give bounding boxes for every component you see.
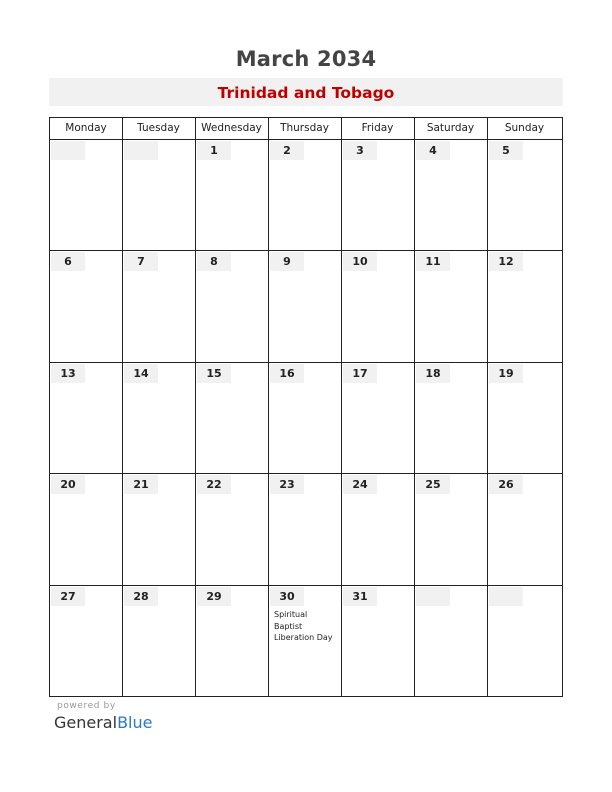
day-cell[interactable] xyxy=(123,251,195,362)
day-cell[interactable] xyxy=(342,474,414,585)
day-number: 16 xyxy=(270,364,304,383)
day-number: 12 xyxy=(489,252,523,271)
day-number: 25 xyxy=(416,475,450,494)
day-number: 23 xyxy=(270,475,304,494)
day-number: 17 xyxy=(343,364,377,383)
day-cell[interactable] xyxy=(415,474,487,585)
day-number: 18 xyxy=(416,364,450,383)
day-number: 19 xyxy=(489,364,523,383)
day-cell[interactable] xyxy=(415,363,487,473)
day-cell[interactable] xyxy=(269,474,341,585)
day-cell[interactable] xyxy=(488,251,562,362)
day-cell[interactable] xyxy=(415,251,487,362)
day-cell[interactable] xyxy=(123,140,195,250)
day-cell[interactable] xyxy=(269,586,341,696)
day-number: 26 xyxy=(489,475,523,494)
day-cell[interactable] xyxy=(123,474,195,585)
weekday-header-friday: Friday xyxy=(361,122,394,134)
day-cell[interactable] xyxy=(50,251,121,362)
day-number: 1 xyxy=(197,141,231,160)
day-number: 27 xyxy=(51,587,85,606)
day-number: 31 xyxy=(343,587,377,606)
day-number: 3 xyxy=(343,141,377,160)
weekday-header-sunday: Sunday xyxy=(504,122,545,134)
day-number: 5 xyxy=(489,141,523,160)
day-number: 2 xyxy=(270,141,304,160)
powered-by-label: powered by xyxy=(57,701,116,711)
day-number: 24 xyxy=(343,475,377,494)
day-cell[interactable] xyxy=(342,251,414,362)
weekday-header-monday: Monday xyxy=(65,122,107,134)
day-number: 20 xyxy=(51,475,85,494)
weekday-header-wednesday: Wednesday xyxy=(201,122,262,134)
day-number: 30 xyxy=(270,587,304,606)
calendar-title: March 2034 xyxy=(235,47,377,71)
day-cell[interactable] xyxy=(342,363,414,473)
day-number: 11 xyxy=(416,252,450,271)
day-number xyxy=(124,141,158,160)
calendar-grid xyxy=(49,117,563,697)
day-number: 7 xyxy=(124,252,158,271)
day-cell[interactable] xyxy=(342,140,414,250)
day-cell[interactable] xyxy=(50,140,121,250)
weekday-header-tuesday: Tuesday xyxy=(137,122,180,134)
day-cell[interactable] xyxy=(342,586,414,696)
day-number xyxy=(489,587,523,606)
day-cell[interactable] xyxy=(196,586,268,696)
day-cell[interactable] xyxy=(269,363,341,473)
day-number: 21 xyxy=(124,475,158,494)
day-cell[interactable] xyxy=(196,363,268,473)
day-number: 28 xyxy=(124,587,158,606)
day-cell[interactable] xyxy=(488,586,562,696)
day-number xyxy=(51,141,85,160)
day-cell[interactable] xyxy=(123,586,195,696)
country-name: Trinidad and Tobago xyxy=(217,84,395,102)
logo-text-general: General xyxy=(54,713,118,732)
logo-text-blue: Blue xyxy=(117,713,153,732)
day-number xyxy=(416,587,450,606)
generalblue-logo[interactable] xyxy=(54,713,152,732)
day-cell[interactable] xyxy=(196,140,268,250)
day-number: 22 xyxy=(197,475,231,494)
day-cell[interactable] xyxy=(123,363,195,473)
day-number: 8 xyxy=(197,252,231,271)
day-number: 10 xyxy=(343,252,377,271)
day-cell[interactable] xyxy=(488,474,562,585)
day-cell[interactable] xyxy=(196,474,268,585)
day-cell[interactable] xyxy=(269,140,341,250)
day-cell[interactable] xyxy=(50,363,121,473)
day-cell[interactable] xyxy=(269,251,341,362)
day-cell[interactable] xyxy=(488,140,562,250)
day-number: 15 xyxy=(197,364,231,383)
day-number: 29 xyxy=(197,587,231,606)
day-cell[interactable] xyxy=(50,586,121,696)
day-cell[interactable] xyxy=(50,474,121,585)
day-number: 6 xyxy=(51,252,85,271)
day-number: 9 xyxy=(270,252,304,271)
day-cell[interactable] xyxy=(196,251,268,362)
day-number: 14 xyxy=(124,364,158,383)
day-number: 4 xyxy=(416,141,450,160)
day-number: 13 xyxy=(51,364,85,383)
day-cell[interactable] xyxy=(488,363,562,473)
day-cell[interactable] xyxy=(415,586,487,696)
holiday-label: Spiritual Baptist Liberation Day xyxy=(274,610,333,642)
weekday-header-thursday: Thursday xyxy=(280,122,329,134)
weekday-header-saturday: Saturday xyxy=(426,122,475,134)
day-cell[interactable] xyxy=(415,140,487,250)
